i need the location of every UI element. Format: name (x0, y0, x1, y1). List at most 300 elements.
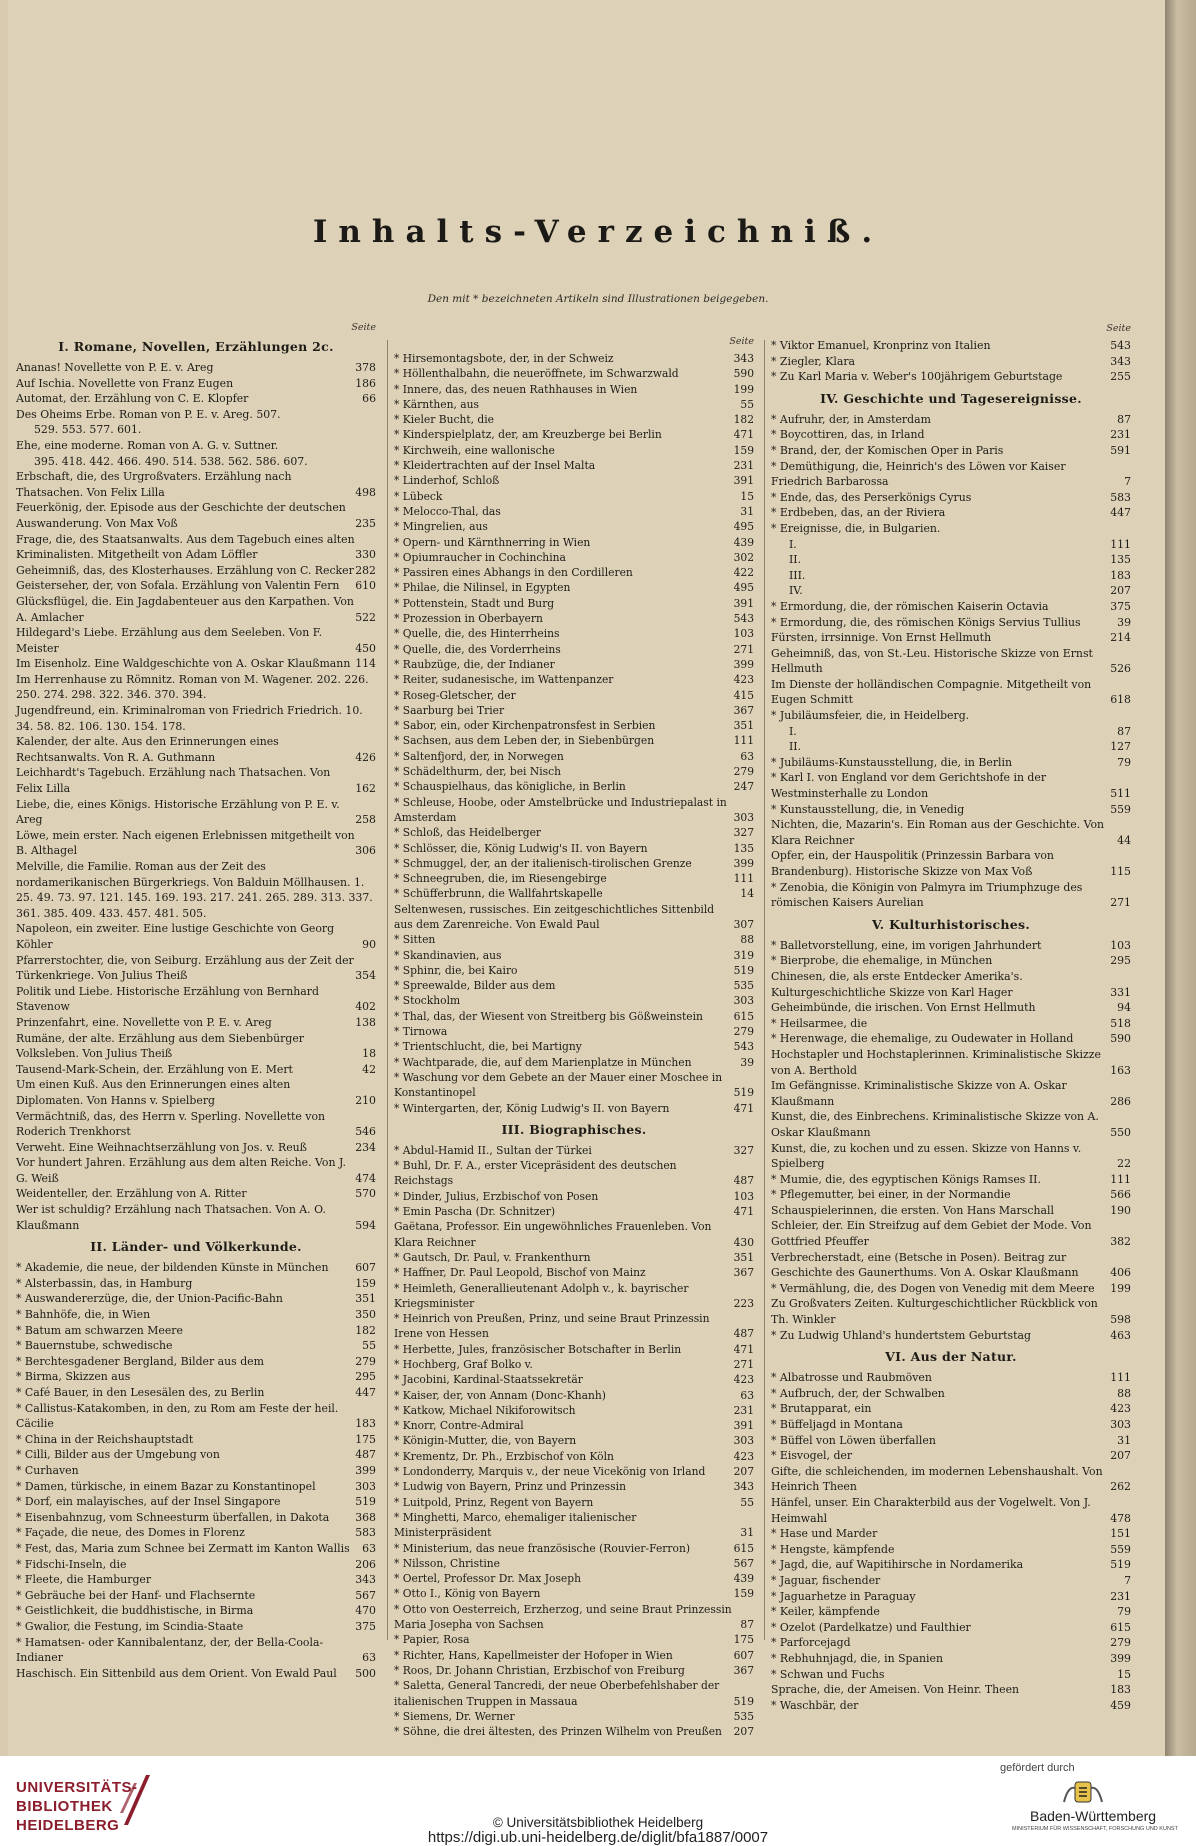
entry-title: * Waschung vor dem Gebete an der Mauer einer Moschee in Konstantinopel (394, 1070, 723, 1100)
library-name-line3: HEIDELBERG (16, 1817, 120, 1834)
entry-title: Gifte, die schleichenden, im modernen Lebenshaushalt. Von Heinrich Theen (771, 1464, 1103, 1494)
toc-entry (394, 902, 754, 933)
entry-page-number: 350 (355, 1308, 376, 1322)
entry-title: * Spreewalde, Bilder aus dem (394, 979, 556, 993)
entry-title: * Sitten (394, 933, 436, 947)
toc-entry (771, 1047, 1131, 1078)
entry-title: Hänfel, unser. Ein Charakterbild aus der Vogelwelt. Von J. Heimwahl (771, 1495, 1091, 1525)
entry-page-number: 559 (1110, 1542, 1131, 1556)
entry-title: * Fest, das, Maria zum Schnee bei Zermatt im Kanton Wallis (16, 1541, 350, 1555)
toc-entry (16, 1479, 376, 1495)
entry-page-number: 391 (733, 596, 754, 610)
entry-page-number: 207 (1110, 1449, 1131, 1463)
entry-title: * Zu Ludwig Uhland's hundertstem Geburtstag (771, 1328, 1031, 1342)
toc-entry (394, 1219, 754, 1250)
toc-entry (394, 580, 754, 595)
entry-title: * Ermordung, die, der römischen Kaiserin Octavia (771, 599, 1049, 613)
entry-page-number: 66 (362, 392, 376, 406)
entry-title: * Büffeljagd in Montana (771, 1418, 903, 1431)
entry-title: Im Dienste der holländischen Compagnie. Mitgetheilt von Eugen Schmitt (771, 677, 1092, 707)
entry-page-number: 111 (1110, 537, 1131, 551)
toc-entry (771, 1433, 1131, 1449)
entry-title: * Buhl, Dr. F. A., erster Vicepräsident des deutschen Reichstags (394, 1159, 677, 1188)
toc-entry (771, 1296, 1131, 1327)
entry-page-number: 583 (355, 1526, 376, 1540)
entry-page-number: 39 (1117, 615, 1131, 629)
toc-entry (394, 1311, 754, 1342)
entry-page-number: 439 (733, 1572, 754, 1586)
entry-title: * Kärnthen, aus (394, 397, 480, 411)
entry-title: * Raubzüge, die, der Indianer (394, 657, 555, 671)
toc-entry (394, 1250, 754, 1265)
entry-page-number: 351 (733, 719, 754, 733)
entry-title: * Prozession in Oberbayern (394, 612, 543, 626)
entry-page-number: 375 (1110, 599, 1131, 613)
toc-entry (16, 391, 376, 407)
entry-title: * Herenwage, die ehemalige, zu Oudewater in Holland (771, 1032, 1074, 1046)
toc-entry (394, 1586, 754, 1601)
column-divider (764, 340, 765, 1640)
entry-title: Pfarrerstochter, die, von Seiburg. Erzählung aus der Zeit der Türkenkriege. Von Julius Theiß (16, 953, 354, 983)
entry-page-number: 295 (355, 1370, 376, 1384)
column-divider (387, 340, 388, 1640)
entry-page-number: 343 (733, 1480, 754, 1494)
toc-entry (771, 1000, 1131, 1016)
toc-entry (771, 1635, 1131, 1651)
entry-page-number: 471 (733, 1205, 754, 1219)
toc-entry (394, 733, 754, 748)
entry-title: Verweht. Eine Weihnachtserzählung von Jos. v. Reuß (16, 1140, 307, 1154)
entry-title: * Innere, das, des neuen Rathhauses in Wien (394, 382, 638, 396)
entry-page-number: 567 (355, 1588, 376, 1602)
toc-entry (771, 369, 1131, 385)
section-heading: III. Biographisches. (501, 1121, 647, 1137)
entry-page-number: 543 (1110, 339, 1131, 352)
entry-page-number: 583 (1110, 490, 1131, 504)
toc-entry (394, 1556, 754, 1571)
entry-page-number: 55 (740, 1495, 754, 1509)
entry-title: * Nilsson, Christine (394, 1556, 501, 1570)
entry-title: Kalender, der alte. Aus den Erinnerungen eines Rechtsanwalts. Von R. A. Guthmann (16, 735, 279, 764)
entry-title: * Höllenthalbahn, die neueröffnete, im Schwarzwald (394, 367, 679, 381)
toc-entry (771, 412, 1131, 428)
entry-title: * Boycottiren, das, in Irland (771, 428, 925, 442)
entry-title: * Lübeck (394, 489, 443, 503)
entry-page-number: 22 (1117, 1157, 1131, 1171)
toc-entry (771, 615, 1131, 631)
toc-entry (394, 825, 754, 840)
entry-page-number: 351 (733, 1250, 754, 1264)
entry-page-number: 87 (1117, 724, 1131, 738)
entry-title: * Luitpold, Prinz, Regent von Bayern (394, 1495, 594, 1509)
entry-page-number: 18 (362, 1047, 376, 1061)
toc-entry (771, 1526, 1131, 1542)
entry-page-number: 519 (355, 1495, 376, 1509)
entry-title: Geheimbünde, die irischen. Von Ernst Hellmuth (771, 1001, 1036, 1015)
seite-label: Seite (351, 322, 376, 333)
entry-title: II. (789, 553, 802, 567)
entry-page-number: 271 (733, 1358, 754, 1371)
toc-entry (771, 568, 1131, 584)
entry-title: * Batum am schwarzen Meere (16, 1323, 183, 1337)
page-title: Inhalts-Verzeichniß. (312, 214, 884, 250)
entry-title: * Herbette, Jules, französischer Botschafter in Berlin (394, 1342, 682, 1356)
entry-title: Rumäne, der alte. Erzählung aus dem Siebenbürger Volksleben. Von Julius Theiß (16, 1031, 304, 1061)
toc-entry (771, 802, 1131, 818)
toc-entry (771, 848, 1131, 879)
toc-entry (16, 1510, 376, 1526)
toc-entry (771, 1542, 1131, 1558)
entry-title: * China in der Reichshauptstadt (16, 1432, 194, 1446)
entry-title: Napoleon, ein zweiter. Eine lustige Geschichte von Georg Köhler (16, 922, 335, 951)
entry-page-number: 330 (355, 548, 376, 562)
toc-entry (394, 626, 754, 641)
entry-page-number: 615 (1110, 1620, 1131, 1634)
entry-title: * Quelle, die, des Hinterrheins (394, 627, 560, 641)
toc-entry (771, 724, 1131, 740)
toc-column-2 (394, 336, 754, 1739)
toc-entry (394, 1663, 754, 1678)
toc-entry (394, 1632, 754, 1647)
toc-entry (16, 1307, 376, 1323)
entry-title: Schleier, der. Ein Streifzug auf dem Gebiet der Mode. Von Gottfried Pfeuffer (771, 1219, 1092, 1249)
toc-entry (394, 351, 754, 366)
entry-title: * Stockholm (394, 994, 461, 1008)
entry-page-number: 138 (355, 1015, 376, 1029)
toc-entry (394, 1709, 754, 1724)
entry-page-number: 88 (740, 933, 754, 947)
toc-entry (771, 1667, 1131, 1683)
toc-entry (394, 412, 754, 427)
toc-entry (394, 1541, 754, 1556)
entry-title: * Fidschi-Inseln, die (16, 1557, 127, 1571)
toc-entry (16, 1323, 376, 1339)
toc-entry (16, 1062, 376, 1078)
entry-title: Chinesen, die, als erste Entdecker Amerika's. Kulturgeschichtliche Skizze von Karl Hager (771, 969, 1023, 999)
entry-page-number: 367 (733, 1663, 754, 1677)
toc-entry (394, 1510, 754, 1541)
entry-title: * Katkow, Michael Nikiforowitsch (394, 1403, 576, 1417)
ministry-label: MINISTERIUM FÜR WISSENSCHAFT, FORSCHUNG UND KUNST (1012, 1826, 1178, 1832)
library-name-line2: BIBLIOTHEK (16, 1798, 113, 1815)
entry-title: * Jagd, die, auf Wapitihirsche in Nordamerika (771, 1558, 1024, 1572)
toc-entry (771, 1016, 1131, 1032)
entry-page-number: 343 (733, 352, 754, 365)
entry-title: * Opern- und Kärnthnerring in Wien (394, 535, 591, 549)
entry-title: * Roseg-Gletscher, der (394, 688, 516, 702)
entry-title: * Sphinr, die, bei Kairo (394, 963, 518, 977)
toc-entry (394, 1602, 754, 1633)
toc-entry (16, 469, 376, 500)
entry-page-number: 570 (355, 1187, 376, 1201)
toc-entry (16, 1385, 376, 1401)
toc-entry (394, 1024, 754, 1039)
toc-entry (16, 594, 376, 625)
entry-title: Im Eisenholz. Eine Waldgeschichte von A. Oskar Klaußmann (16, 657, 351, 671)
entry-page-number: 590 (1110, 1032, 1131, 1046)
entry-title: Feuerkönig, der. Episode aus der Geschichte der deutschen Auswanderung. Von Max Voß (16, 501, 346, 530)
entry-title: III. (789, 568, 806, 582)
entry-page-number: 279 (355, 1354, 376, 1368)
entry-title: * Minghetti, Marco, ehemaliger italienischer Ministerpräsident (394, 1510, 637, 1540)
toc-entry (394, 1357, 754, 1372)
toc-entry (16, 1557, 376, 1573)
toc-entry (394, 504, 754, 519)
toc-entry (394, 856, 754, 871)
entry-page-number: 331 (1110, 985, 1131, 999)
entry-page-number: 63 (362, 1651, 376, 1665)
entry-title: * Mumie, die, des egyptischen Königs Ramses II. (771, 1172, 1041, 1186)
entry-page-number: 262 (1110, 1480, 1131, 1494)
entry-title: * Fleete, die Hamburger (16, 1573, 152, 1587)
entry-page-number: 526 (1110, 662, 1131, 676)
entry-page-number: 423 (733, 1449, 754, 1463)
entry-title: Haschisch. Ein Sittenbild aus dem Orient. Von Ewald Paul (16, 1666, 337, 1680)
entry-title: * Saletta, General Tancredi, der neue Oberbefehlshaber der italienischen Truppen in Massaua (394, 1679, 720, 1708)
entry-page-number: 199 (1110, 1281, 1131, 1295)
entry-title: * Berchtesgadener Bergland, Bilder aus dem (16, 1354, 264, 1368)
entry-page-number: 206 (355, 1557, 376, 1571)
toc-entry (16, 1260, 376, 1276)
entry-page-number: 463 (1110, 1328, 1131, 1342)
entry-page-number: 474 (355, 1171, 376, 1185)
entry-title: * Jacobini, Kardinal-Staatssekretär (394, 1373, 583, 1387)
entry-page-number: 471 (733, 1101, 754, 1115)
entry-page-number: 279 (733, 1025, 754, 1039)
entry-page-number: 399 (733, 856, 754, 870)
entry-title: * Oertel, Professor Dr. Max Joseph (394, 1572, 581, 1586)
toc-entry (771, 755, 1131, 771)
entry-page-number: 399 (355, 1463, 376, 1477)
entry-page-number: 183 (1110, 568, 1131, 582)
entry-title: * Melocco-Thal, das (394, 504, 501, 518)
entry-page-number: 186 (355, 376, 376, 390)
entry-title: * Hengste, kämpfende (771, 1542, 895, 1556)
entry-title: * Schleuse, Hoobe, oder Amstelbrücke und Industriepalast in Amsterdam (394, 795, 727, 824)
toc-entry (16, 407, 376, 423)
entry-title: * Skandinavien, aus (394, 948, 502, 962)
entry-title: * Sabor, ein, oder Kirchenpatronsfest in Serbien (394, 719, 656, 733)
entry-title: Auf Ischia. Novellette von Franz Eugen (16, 376, 234, 390)
entry-title: * Karl I. von England vor dem Gerichtshofe in der Westminsterhalle zu London (771, 771, 1047, 801)
entry-page-number: 607 (733, 1648, 754, 1662)
entry-title: Sprache, die, der Ameisen. Von Heinr. Theen (771, 1683, 1020, 1697)
entry-title: 395. 418. 442. 466. 490. 514. 538. 562. 586. 607. (34, 454, 308, 468)
entry-title: Prinzenfahrt, eine. Novellette von P. E. v. Areg (16, 1015, 272, 1029)
entry-page-number: 447 (355, 1386, 376, 1399)
entry-title: Jugendfreund, ein. Kriminalroman von Friedrich Friedrich. 10. 34. 58. 82. 106. 130. 154. 178. (16, 704, 363, 733)
toc-entry (771, 1141, 1131, 1172)
toc-entry (771, 1250, 1131, 1281)
entry-title: * Schmuggel, der, an der italienisch-tirolischen Grenze (394, 856, 692, 870)
entry-title: * Hirsemontagsbote, der, in der Schweiz (394, 352, 614, 365)
entry-title: * Aufbruch, der, der Schwalben (771, 1386, 945, 1400)
toc-entry (394, 1265, 754, 1280)
toc-entry (16, 984, 376, 1015)
toc-entry (394, 1070, 754, 1101)
entry-title: * Zenobia, die Königin von Palmyra im Triumphzuge des römischen Kaisers Aurelian (771, 880, 1083, 910)
toc-entry (16, 578, 376, 594)
entry-title: Gaëtana, Professor. Ein ungewöhnliches Frauenleben. Von Klara Reichner (394, 1220, 712, 1249)
toc-entry (771, 490, 1131, 506)
entry-page-number: 111 (1110, 1172, 1131, 1186)
entry-title: * Trientschlucht, die, bei Martigny (394, 1040, 582, 1054)
entry-title: 529. 553. 577. 601. (34, 423, 142, 437)
entry-page-number: 87 (740, 1618, 754, 1632)
entry-title: * Curhaven (16, 1463, 79, 1477)
toc-entry (16, 563, 376, 579)
entry-title: * Jubiläums-Kunstausstellung, die, in Berlin (771, 755, 1013, 769)
toc-entry (771, 552, 1131, 568)
toc-entry (16, 1155, 376, 1186)
entry-title: * Mingrelien, aus (394, 520, 488, 534)
entry-title: * Schauspielhaus, das königliche, in Berlin (394, 780, 626, 794)
entry-title: Hildegard's Liebe. Erzählung aus dem Seeleben. Von F. Meister (16, 626, 323, 655)
entry-title: * Haffner, Dr. Paul Leopold, Bischof von Mainz (394, 1266, 646, 1280)
toc-entry (771, 583, 1131, 599)
toc-entry (394, 657, 754, 672)
entry-title: * Schwan und Fuchs (771, 1667, 885, 1681)
entry-title: * Heinrich von Preußen, Prinz, und seine Braut Prinzessin Irene von Hessen (394, 1312, 710, 1341)
entry-page-number: 546 (355, 1125, 376, 1139)
toc-entry (394, 688, 754, 703)
toc-entry (771, 1464, 1131, 1495)
toc-column-3 (771, 323, 1131, 1713)
entry-page-number: 519 (1110, 1558, 1131, 1572)
entry-page-number: 343 (355, 1573, 376, 1587)
toc-entry (16, 656, 376, 672)
entry-page-number: 430 (733, 1235, 754, 1249)
entry-page-number: 495 (733, 581, 754, 595)
entry-title: Liebe, die, eines Königs. Historische Erzählung von P. E. v. Areg (16, 797, 340, 827)
entry-page-number: 450 (355, 641, 376, 655)
entry-title: * Ziegler, Klara (771, 354, 856, 368)
entry-page-number: 478 (1110, 1511, 1131, 1525)
entry-page-number: 234 (355, 1140, 376, 1154)
toc-entry (394, 1158, 754, 1189)
entry-title: IV. (789, 584, 803, 598)
entry-title: Seltenwesen, russisches. Ein zeitgeschichtliches Sittenbild aus dem Zarenreiche. Von Ewald Paul (394, 902, 715, 931)
seite-label: Seite (1106, 323, 1131, 334)
entry-title: Geisterseher, der, von Sofala. Erzählung von Valentin Fern (16, 579, 340, 593)
entry-page-number: 163 (1110, 1063, 1131, 1077)
entry-title: * Reiter, sudanesische, im Wattenpanzer (394, 673, 614, 687)
toc-entry (771, 1417, 1131, 1433)
entry-page-number: 590 (733, 367, 754, 381)
entry-page-number: 615 (733, 1009, 754, 1023)
entry-title: * Damen, türkische, in einem Bazar zu Konstantinopel (16, 1479, 316, 1493)
entry-title: Im Gefängnisse. Kriminalistische Skizze von A. Oskar Klaußmann (771, 1079, 1067, 1108)
entry-page-number: 367 (733, 1266, 754, 1280)
entry-page-number: 79 (1117, 1605, 1131, 1619)
toc-entry (394, 1403, 754, 1418)
toc-entry (771, 677, 1131, 708)
entry-title: * Otto von Oesterreich, Erzherzog, und seine Braut Prinzessin Maria Josepha von Sachsen (394, 1602, 732, 1632)
entry-title: Weidenteller, der. Erzählung von A. Ritter (16, 1187, 247, 1201)
toc-entry (771, 1386, 1131, 1402)
entry-page-number: 279 (1110, 1636, 1131, 1650)
entry-title: I. (789, 537, 797, 551)
entry-page-number: 135 (1110, 553, 1131, 567)
entry-page-number: 518 (1110, 1016, 1131, 1030)
toc-entry (16, 500, 376, 531)
entry-page-number: 231 (733, 1403, 754, 1417)
entry-page-number: 14 (740, 887, 754, 901)
toc-entry (394, 611, 754, 626)
toc-entry (394, 886, 754, 901)
entry-page-number: 495 (733, 520, 754, 534)
toc-entry (394, 565, 754, 580)
entry-page-number: 382 (1110, 1235, 1131, 1249)
toc-entry (16, 703, 376, 734)
entry-title: Nichten, die, Mazarin's. Ein Roman aus der Geschichte. Von Klara Reichner (771, 818, 1105, 847)
entry-page-number: 207 (1110, 584, 1131, 598)
toc-entry (16, 921, 376, 952)
entry-page-number: 31 (740, 1526, 754, 1540)
entry-title: Verbrecherstadt, eine (Betsche in Posen). Beitrag zur Geschichte des Gaunerthums. Von A. Oskar Klaußmann (771, 1250, 1079, 1280)
entry-page-number: 367 (733, 703, 754, 717)
entry-title: * Papier, Rosa (394, 1633, 470, 1647)
toc-entry (16, 376, 376, 392)
page-edge (1165, 0, 1196, 1756)
toc-entry (771, 459, 1131, 490)
toc-entry (394, 672, 754, 687)
entry-page-number: 500 (355, 1666, 376, 1680)
toc-entry (16, 1525, 376, 1541)
entry-title: Vermächtniß, das, des Herrn v. Sperling. Novellette von Roderich Trenkhorst (16, 1109, 326, 1139)
toc-entry (394, 948, 754, 963)
entry-title: * Callistus-Katakomben, in den, zu Rom am Feste der heil. Cäcilie (16, 1401, 339, 1431)
toc-entry (16, 1541, 376, 1557)
entry-page-number: 487 (733, 1327, 754, 1341)
entry-page-number: 522 (355, 610, 376, 624)
permalink[interactable]: https://digi.ub.uni-heidelberg.de/diglit/bfa1887/0007 (427, 1829, 769, 1846)
entry-title: * Schneegruben, die, im Riesengebirge (394, 872, 607, 886)
toc-entry (16, 1031, 376, 1062)
entry-title: * Opiumraucher in Cochinchina (394, 550, 566, 564)
entry-title: * Siemens, Dr. Werner (394, 1709, 515, 1723)
toc-entry (394, 1433, 754, 1448)
entry-page-number: 399 (733, 657, 754, 671)
entry-page-number: 159 (733, 443, 754, 457)
toc-entry (771, 630, 1131, 646)
entry-title: * Saltenfjord, der, in Norwegen (394, 749, 564, 763)
entry-title: Löwe, mein erster. Nach eigenen Erlebnissen mitgetheilt von B. Althagel (16, 828, 355, 858)
toc-entry (16, 1494, 376, 1510)
entry-page-number: 303 (733, 1434, 754, 1448)
toc-entry (16, 1077, 376, 1108)
entry-title: * Heimleth, Generallieutenant Adolph v., k. bayrischer Kriegsminister (394, 1281, 689, 1310)
entry-page-number: 399 (1110, 1651, 1131, 1665)
section-heading: II. Länder- und Völkerkunde. (90, 1239, 302, 1255)
entry-title: Politik und Liebe. Historische Erzählung von Bernhard Stavenow (16, 984, 319, 1014)
entry-page-number: 87 (1117, 412, 1131, 426)
entry-page-number: 214 (1110, 631, 1131, 645)
entry-page-number: 566 (1110, 1188, 1131, 1202)
entry-title: * Schloß, das Heidelberger (394, 826, 542, 840)
toc-entry (394, 596, 754, 611)
entry-page-number: 199 (733, 382, 754, 396)
entry-page-number: 471 (733, 428, 754, 442)
toc-entry (394, 963, 754, 978)
toc-entry (771, 1401, 1131, 1417)
toc-entry (394, 1204, 754, 1219)
toc-entry (771, 708, 1131, 724)
toc-entry (16, 625, 376, 656)
entry-title: * Demüthigung, die, Heinrich's des Löwen vor Kaiser Friedrich Barbarossa (771, 459, 1066, 489)
entry-title: * Kleidertrachten auf der Insel Malta (394, 459, 596, 473)
entry-title: * Bierprobe, die ehemalige, in München (771, 954, 993, 968)
